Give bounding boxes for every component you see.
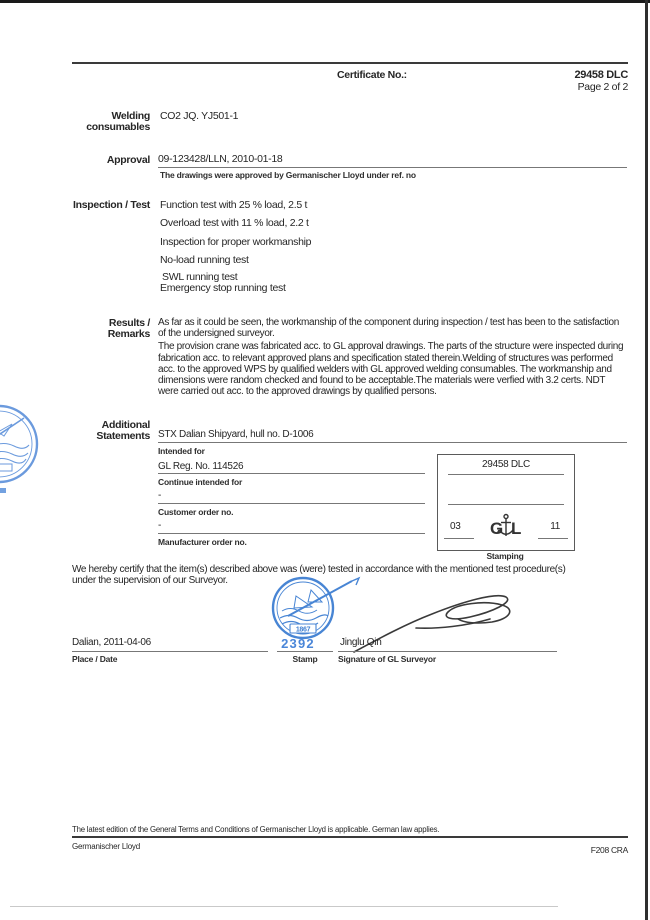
stamping-cert-no: 29458 DLC bbox=[482, 459, 530, 470]
stamp-label: Stamp bbox=[292, 654, 318, 664]
welding-value: CO2 JQ. YJ501-1 bbox=[160, 110, 239, 122]
results-label-line1: Results / bbox=[108, 317, 150, 329]
header-rule bbox=[72, 62, 628, 64]
results-paragraph-2: The provision crane was fabricated acc. to GL approval drawings. The parts of the structure were inspected during fabrication acc. to relevant approved plans and specification stated therein.Welding of structures was performed acc. to the approved WPS by qualified welders with GL approved welding consumables. The workmanship and dimensions were random checked and found to be acceptable.The materials were verfied with 3.2 certs. NDT were carried out acc. to the approved drawings by qualified persons. bbox=[158, 341, 624, 398]
results-paragraph-1: As far as it could be seen, the workmanship of the component during inspection / test has been to the satisfaction of the undersigned surveyor. bbox=[158, 317, 619, 340]
footer-form-no: F208 CRA bbox=[590, 845, 628, 855]
approval-label: Approval bbox=[106, 154, 150, 166]
approval-rule bbox=[158, 167, 627, 168]
stamping-right-underline bbox=[538, 538, 568, 539]
manufacturer-order-value: - bbox=[158, 520, 162, 531]
place-date-value: Dalian, 2011-04-06 bbox=[72, 637, 151, 648]
manufacturer-order-label: Manufacturer order no. bbox=[158, 537, 247, 547]
welding-label-line2: consumables bbox=[86, 121, 150, 133]
scan-right-border bbox=[645, 0, 648, 920]
intended-for-label: Intended for bbox=[158, 446, 205, 456]
stamping-caption: Stamping bbox=[486, 551, 524, 561]
stamping-left-underline bbox=[444, 538, 474, 539]
footer-company: Germanischer Lloyd bbox=[72, 842, 140, 851]
customer-order-value: - bbox=[158, 490, 162, 501]
additional-label-line1: Additional bbox=[101, 419, 150, 431]
certify-statement: We hereby certify that the item(s) described above was (were) tested in accordance with the mentioned test procedure(s) under the supervision of our Surveyor. bbox=[72, 564, 566, 587]
inspection-label: Inspection / Test bbox=[73, 199, 150, 211]
intended-for-value: STX Dalian Shipyard, hull no. D-1006 bbox=[158, 429, 314, 440]
manufacturer-order-rule bbox=[158, 533, 425, 534]
results-text bbox=[158, 317, 626, 399]
scan-bottom-line bbox=[10, 906, 558, 907]
certificate-no-value: 29458 DLC bbox=[574, 69, 628, 81]
gl-logo-letter-g: G bbox=[490, 519, 503, 538]
results-label-line2: Remarks bbox=[107, 328, 150, 340]
inspection-item: No-load running test bbox=[160, 254, 249, 266]
stamp-number: 2392 bbox=[281, 636, 315, 651]
left-edge-stamp bbox=[0, 404, 42, 496]
approval-value: 09-123428/LLN, 2010-01-18 bbox=[158, 153, 283, 165]
approval-note: The drawings were approved by Germanischer Lloyd under ref. no bbox=[160, 170, 416, 180]
signature-rule bbox=[338, 651, 557, 652]
intended-for-rule bbox=[158, 442, 627, 443]
certificate-no-label: Certificate No.: bbox=[337, 69, 407, 81]
scan-top-border bbox=[0, 0, 650, 3]
stamp-year-text: 1867 bbox=[295, 626, 311, 634]
stamping-right-value: 11 bbox=[550, 521, 560, 532]
continue-intended-label: Continue intended for bbox=[158, 477, 243, 487]
footer-terms: The latest edition of the General Terms and Conditions of Germanischer Lloyd is applicable. German law applies. bbox=[72, 825, 440, 834]
inspection-item: SWL running test bbox=[162, 271, 238, 283]
gl-logo-letter-l: L bbox=[511, 519, 522, 538]
stamping-box bbox=[437, 454, 575, 551]
inspection-item: Function test with 25 % load, 2.5 t bbox=[160, 199, 308, 211]
welding-label-line1: Welding bbox=[111, 110, 150, 122]
gl-anchor-logo bbox=[488, 511, 524, 541]
place-date-rule bbox=[72, 651, 268, 652]
footer-rule bbox=[72, 836, 628, 838]
stamping-rule-top bbox=[448, 474, 564, 475]
inspection-item: Emergency stop running test bbox=[160, 282, 286, 294]
page-number: Page 2 of 2 bbox=[577, 81, 628, 93]
customer-order-label: Customer order no. bbox=[158, 507, 234, 517]
continue-intended-value: GL Reg. No. 114526 bbox=[158, 461, 244, 472]
inspection-item: Inspection for proper workmanship bbox=[160, 236, 312, 248]
inspection-item: Overload test with 11 % load, 2.2 t bbox=[160, 217, 309, 229]
stamping-rule-middle bbox=[448, 504, 564, 505]
surveyor-name: Jinglu Qin bbox=[340, 637, 382, 648]
stamping-left-value: 03 bbox=[450, 521, 461, 532]
signature-label: Signature of GL Surveyor bbox=[338, 654, 437, 664]
place-date-label: Place / Date bbox=[72, 654, 118, 664]
left-stamp-ink-mark bbox=[0, 488, 6, 493]
additional-label-line2: Statements bbox=[96, 430, 150, 442]
customer-order-rule bbox=[158, 503, 425, 504]
stamp-rule bbox=[277, 651, 333, 652]
continue-intended-rule bbox=[158, 473, 425, 474]
